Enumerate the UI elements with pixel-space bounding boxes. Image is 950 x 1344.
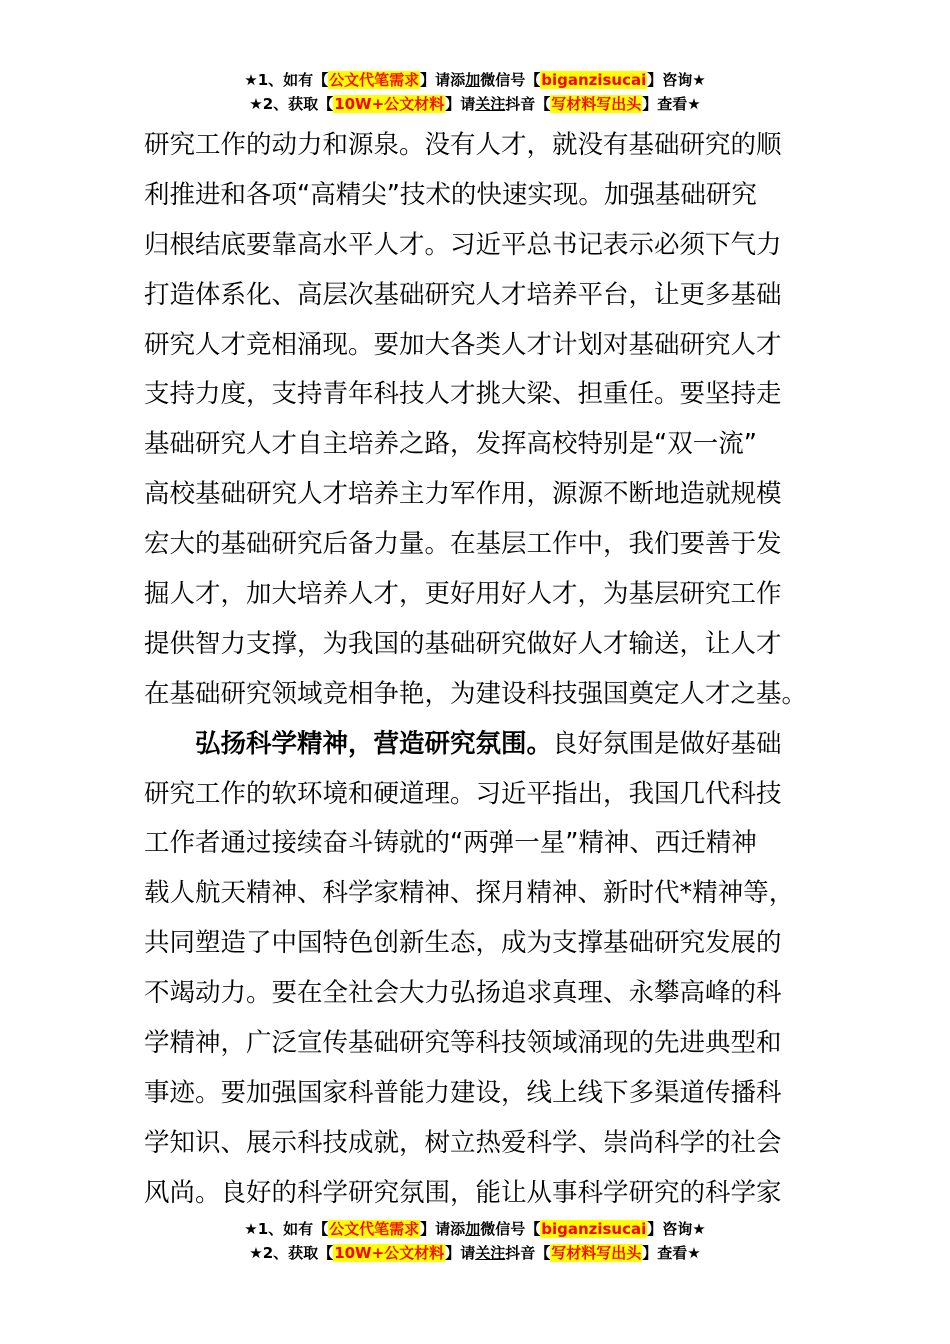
douyin-account: 写材料写出头 — [551, 1244, 642, 1262]
banner-text: ★1、如有【 — [244, 71, 329, 89]
douyin-account: 写材料写出头 — [551, 95, 642, 113]
body-line: 基础研究人才自主培养之路，发挥高校特别是“双一流” — [144, 429, 757, 460]
body-line: 研究人才竞相涌现。要加大各类人才计划对基础研究人才 — [144, 329, 782, 360]
banner-line-2 — [0, 92, 950, 116]
body-line: 事迹。要加强国家科普能力建设，线上线下多渠道传播科 — [144, 1077, 782, 1108]
footer-banner — [0, 1217, 950, 1265]
body-line: 打造体系化、高层次基础研究人才培养平台，让更多基础 — [144, 279, 782, 310]
body-line: 学知识、展示科技成就，树立热爱科学、崇尚科学的社会 — [144, 1127, 782, 1158]
underlined-text: 加 — [465, 1220, 481, 1238]
body-line: 载人航天精神、科学家精神、探月精神、新时代*精神等， — [144, 878, 795, 909]
banner-text: 】请 — [445, 95, 476, 113]
header-banner — [0, 68, 950, 116]
body-line: 不竭动力。要在全社会大力弘扬追求真理、永攀高峰的科 — [144, 978, 782, 1009]
body-line: 掘人才，加大培养人才，更好用好人才，为基层研究工作 — [144, 579, 782, 610]
body-line: 工作者通过接续奋斗铸就的“两弹一星”精神、西迁精神 — [144, 828, 757, 859]
banner-text: ★1、如有【 — [244, 1220, 329, 1238]
body-line: 研究工作的软环境和硬道理。习近平指出，我国几代科技 — [144, 778, 782, 809]
underlined-text: 关注 — [475, 1244, 506, 1262]
banner-text: 】请 — [445, 1244, 476, 1262]
banner-text: 】查看★ — [642, 95, 701, 113]
banner-line-1 — [0, 68, 950, 92]
body-line: 在基础研究领域竞相争艳，为建设科技强国奠定人才之基。 — [144, 678, 808, 709]
wechat-id: biganzisucai — [541, 71, 647, 89]
highlight-text: 公文代笔需求 — [329, 71, 420, 89]
body-line: 利推进和各项“高精尖”技术的快速实现。加强基础研究 — [144, 179, 757, 210]
paragraph-text: 良好氛围是做好基础 — [552, 728, 782, 759]
body-line: 提供智力支撑，为我国的基础研究做好人才输送，让人才 — [144, 628, 782, 659]
wechat-id: biganzisucai — [541, 1220, 647, 1238]
banner-text: 抖音【 — [505, 1244, 551, 1262]
banner-text: ★2、获取【 — [249, 95, 334, 113]
banner-text: 】请添 — [420, 71, 466, 89]
banner-text: ★2、获取【 — [249, 1244, 334, 1262]
highlight-text: 10W+公文材料 — [334, 1244, 445, 1262]
body-line: 共同塑造了中国特色创新生态，成为支撑基础研究发展的 — [144, 928, 782, 959]
banner-line-2 — [0, 1241, 950, 1265]
banner-text: 抖音【 — [505, 95, 551, 113]
body-line: 高校基础研究人才培养主力军作用，源源不断地造就规模 — [144, 479, 782, 510]
body-line: 支持力度，支持青年科技人才挑大梁、担重任。要坚持走 — [144, 379, 782, 410]
body-line: 宏大的基础研究后备力量。在基层工作中，我们要善于发 — [144, 529, 782, 560]
highlight-text: 公文代笔需求 — [329, 1220, 420, 1238]
highlight-text: 10W+公文材料 — [334, 95, 445, 113]
body-line: 归根结底要靠高水平人才。习近平总书记表示必须下气力 — [144, 229, 782, 260]
banner-text: 微信号【 — [480, 71, 541, 89]
body-line: 风尚。良好的科学研究氛围，能让从事科学研究的科学家 — [144, 1177, 782, 1208]
banner-text: 】查看★ — [642, 1244, 701, 1262]
underlined-text: 关注 — [475, 95, 506, 113]
banner-line-1 — [0, 1217, 950, 1241]
banner-text: 】咨询★ — [647, 71, 706, 89]
body-line: 学精神，广泛宣传基础研究等科技领域涌现的先进典型和 — [144, 1028, 782, 1059]
paragraph-heading: 弘扬科学精神，营造研究氛围。 — [195, 728, 553, 759]
banner-text: 】请添 — [420, 1220, 466, 1238]
document-body — [144, 121, 809, 1219]
body-line: 研究工作的动力和源泉。没有人才，就没有基础研究的顺 — [144, 130, 782, 160]
banner-text: 】咨询★ — [647, 1220, 706, 1238]
banner-text: 微信号【 — [480, 1220, 541, 1238]
paragraph-heading-line — [144, 720, 809, 770]
underlined-text: 加 — [465, 71, 481, 89]
